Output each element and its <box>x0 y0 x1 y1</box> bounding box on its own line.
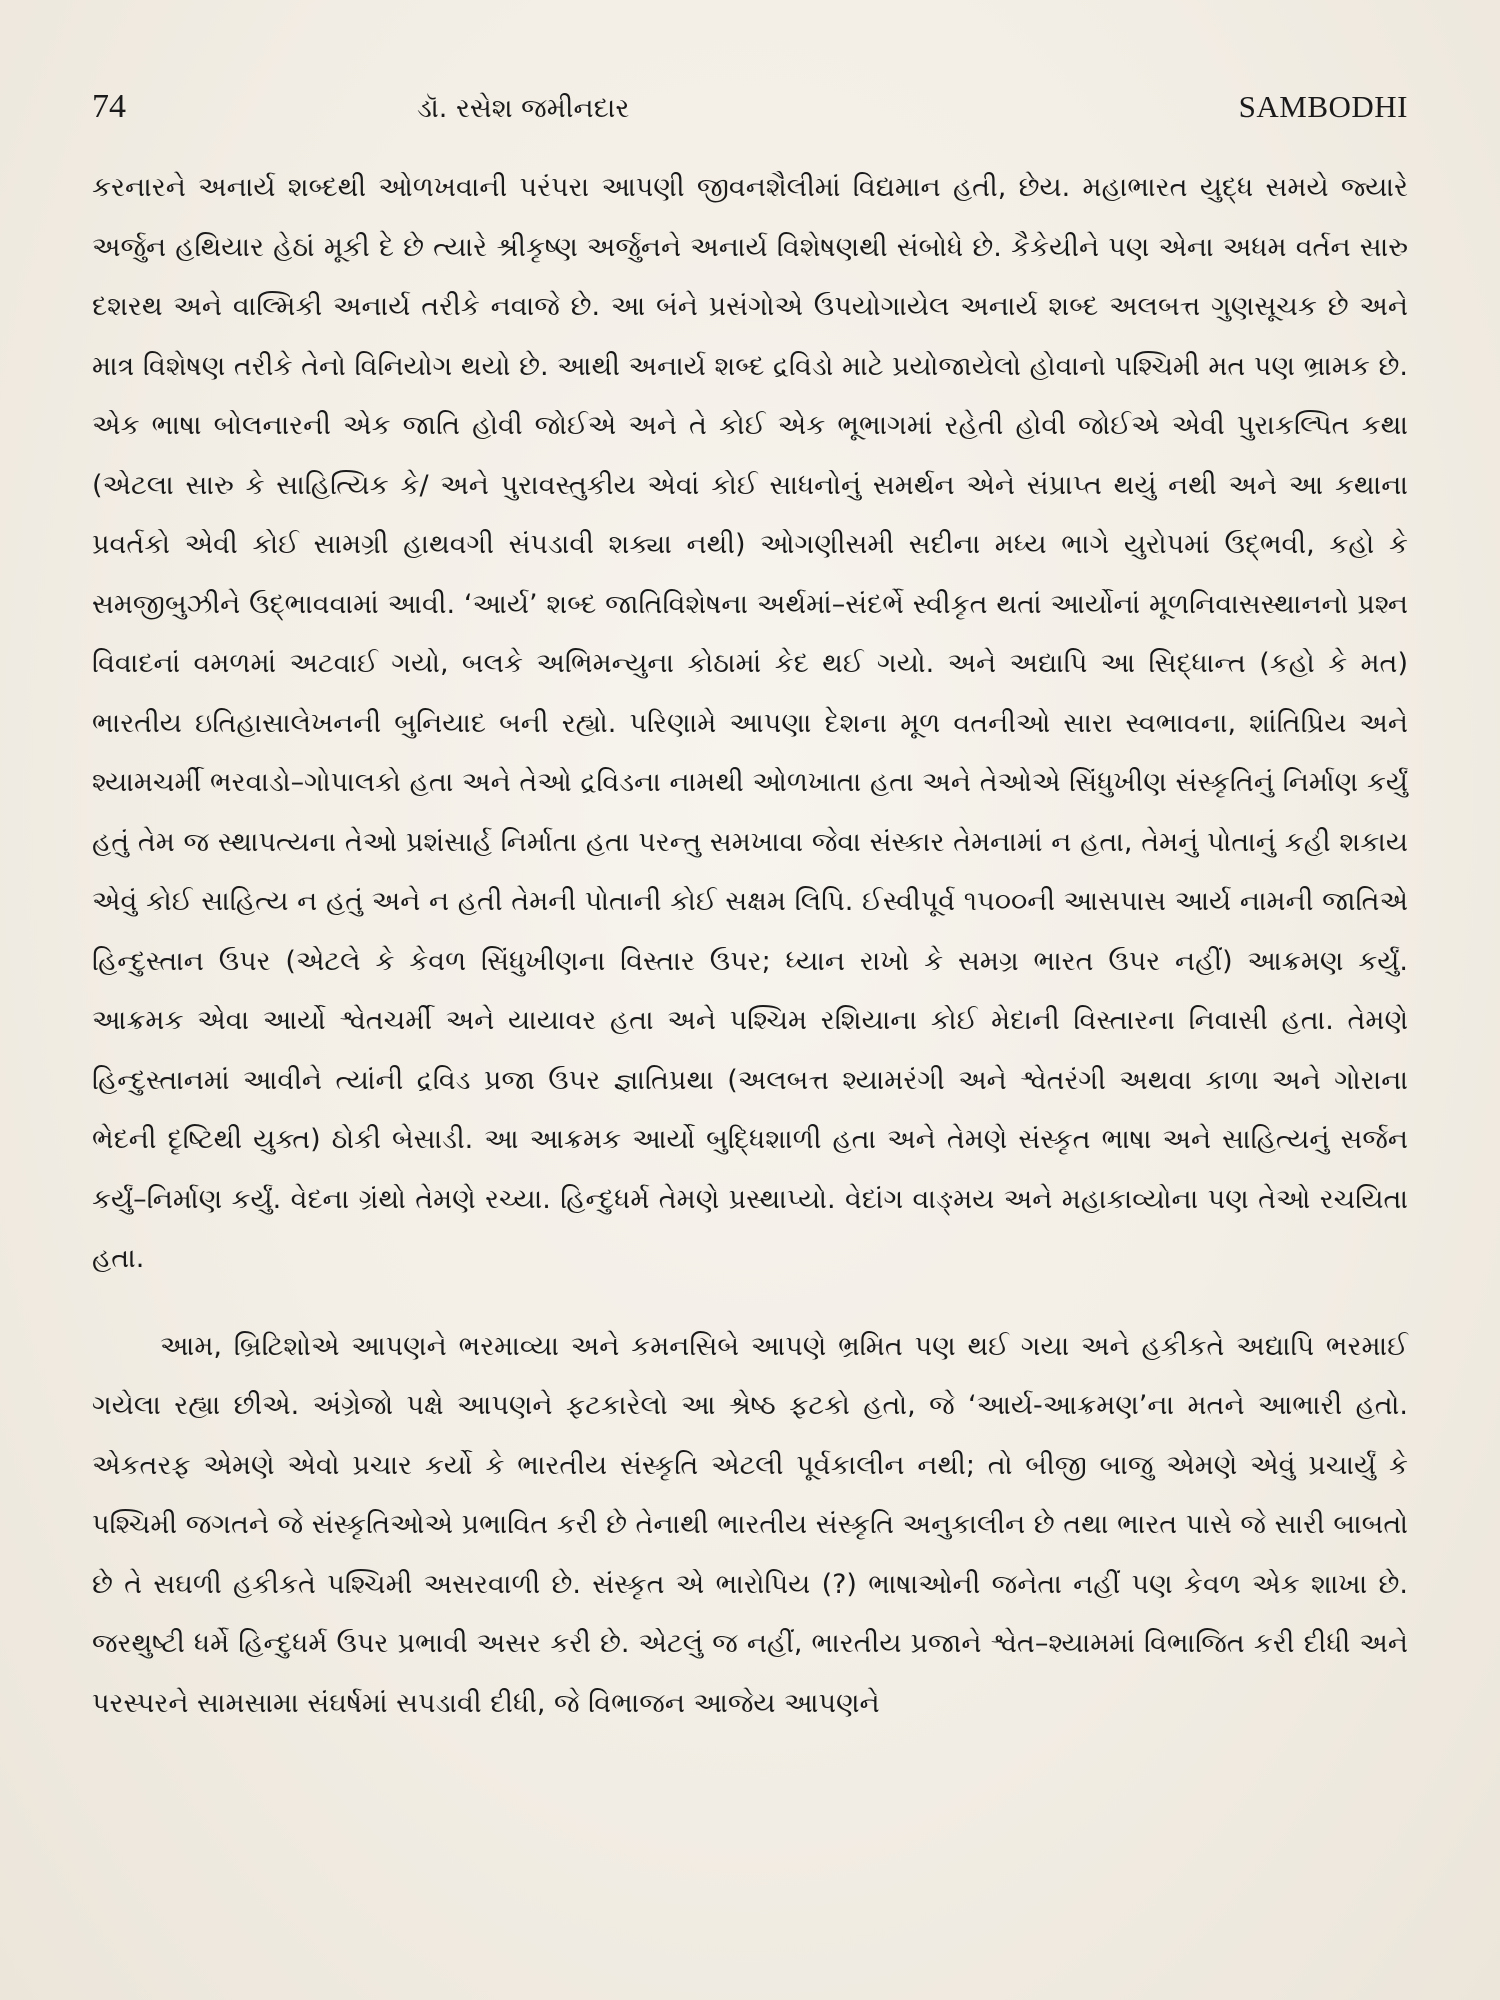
page-number: 74 <box>92 88 126 125</box>
journal-name: SAMBODHI <box>1238 89 1408 124</box>
body-paragraph-1: કરનારને અનાર્ય શબ્દથી ઓળખવાની પરંપરા આપણી જીવનશૈલીમાં વિદ્યમાન હતી, છેય. મહાભારત યુદ્ધ સમયે જ્યારે અર્જુન હથિયાર હેઠાં મૂકી દે છે ત્યારે શ્રીકૃષ્ણ અર્જુનને અનાર્ય વિશેષણથી સંબોધે છે. કૈકેયીને પણ એના અધમ વર્તન સારુ દશરથ અને વાલ્મિકી અનાર્ય તરીકે નવાજે છે. આ બંને પ્રસંગોએ ઉપયોગાયેલ અનાર્ય શબ્દ અલબત્ત ગુણસૂચક છે અને માત્ર વિશેષણ તરીકે તેનો વિનિયોગ થયો છે. આથી અનાર્ય શબ્દ દ્રવિડો માટે પ્રયોજાયેલો હોવાનો પશ્ચિમી મત પણ ભ્રામક છે. એક ભાષા બોલનારની એક જાતિ હોવી જોઈએ અને તે કોઈ એક ભૂભાગમાં રહેતી હોવી જોઈએ એવી પુરાકલ્પિત કથા (એટલા સારુ કે સાહિત્યિક કે/ અને પુરાવસ્તુકીય એવાં કોઈ સાધનોનું સમર્થન એને સંપ્રાપ્ત થયું નથી અને આ કથાના પ્રવર્તકો એવી કોઈ સામગ્રી હાથવગી સંપડાવી શક્યા નથી) ઓગણીસમી સદીના મધ્ય ભાગે યુરોપમાં ઉદ્ભવી, કહો કે સમજીબુઝીને ઉદ્ભાવવામાં આવી. ‘આર્ય’ શબ્દ જાતિવિશેષના અર્થમાં–સંદર્ભે સ્વીકૃત થતાં આર્યોનાં મૂળનિવાસસ્થાનનો પ્રશ્ન વિવાદનાં વમળમાં અટવાઈ ગયો, બલકે અભિમન્યુના કોઠામાં કેદ થઈ ગયો. અને અદ્યાપિ આ સિદ્ધાન્ત (કહો કે મત) ભારતીય ઇતિહાસાલેખનની બુનિયાદ બની રહ્યો. પરિણામે આપણા દેશના મૂળ વતનીઓ સારા સ્વભાવના, શાંતિપ્રિય અને શ્યામચર્મી ભરવાડો–ગોપાલકો હતા અને તેઓ દ્રવિડના નામથી ઓળખાતા હતા અને તેઓએ સિંધુખીણ સંસ્કૃતિનું નિર્માણ કર્યું હતું તેમ જ સ્થાપત્યના તેઓ પ્રશંસાર્હ નિર્માતા હતા પરન્તુ સમખાવા જેવા સંસ્કાર તેમનામાં ન હતા, તેમનું પોતાનું કહી શકાય એવું કોઈ સાહિત્ય ન હતું અને ન હતી તેમની પોતાની કોઈ સક્ષમ લિપિ. ઈસ્વીપૂર્વ ૧૫૦૦ની આસપાસ આર્ય નામની જાતિએ હિન્દુસ્તાન ઉપર (એટલે કે કેવળ સિંધુખીણના વિસ્તાર ઉપર; ધ્યાન રાખો કે સમગ્ર ભારત ઉપર નહીં) આક્રમણ કર્યું. આક્રમક એવા આર્યો શ્વેતચર્મી અને યાયાવર હતા અને પશ્ચિમ રશિયાના કોઈ મેદાની વિસ્તારના નિવાસી હતા. તેમણે હિન્દુસ્તાનમાં આવીને ત્યાંની દ્રવિડ પ્રજા ઉપર જ્ઞાતિપ્રથા (અલબત્ત શ્યામરંગી અને શ્વેતરંગી અથવા કાળા અને ગોરાના ભેદની દૃષ્ટિથી યુક્ત) ઠોકી બેસાડી. આ આક્રમક આર્યો બુદ્ધિશાળી હતા અને તેમણે સંસ્કૃત ભાષા અને સાહિત્યનું સર્જન કર્યું–નિર્માણ કર્યું. વેદના ગ્રંથો તેમણે રચ્યા. હિન્દુધર્મ તેમણે પ્રસ્થાપ્યો. વેદાંગ વાઙ્મય અને મહાકાવ્યોના પણ તેઓ રચયિતા હતા. <box>92 172 1408 1274</box>
header-author: ડૉ. રસેશ જમીનદાર <box>417 93 630 124</box>
running-head <box>92 88 1408 136</box>
body-paragraph-2: આમ, બ્રિટિશોએ આપણને ભરમાવ્યા અને કમનસિબે આપણે ભ્રમિત પણ થઈ ગયા અને હકીકતે અદ્યાપિ ભરમાઈ ગયેલા રહ્યા છીએ. અંગ્રેજો પક્ષે આપણને ફટકારેલો આ શ્રેષ્ઠ ફટકો હતો, જે ‘આર્ય-આક્રમણ’ના મતને આભારી હતો. એકતરફ એમણે એવો પ્રચાર કર્યો કે ભારતીય સંસ્કૃતિ એટલી પૂર્વકાલીન નથી; તો બીજી બાજુ એમણે એવું પ્રચાર્યું કે પશ્ચિમી જગતને જે સંસ્કૃતિઓએ પ્રભાવિત કરી છે તેનાથી ભારતીય સંસ્કૃતિ અનુકાલીન છે તથા ભારત પાસે જે સારી બાબતો છે તે સઘળી હકીકતે પશ્ચિમી અસરવાળી છે. સંસ્કૃત એ ભારોપિય (?) ભાષાઓની જનેતા નહીં પણ કેવળ એક શાખા છે. જરથુષ્ટી ધર્મે હિન્દુધર્મ ઉપર પ્રભાવી અસર કરી છે. એટલું જ નહીં, ભારતીય પ્રજાને શ્વેત–શ્યામમાં વિભાજિત કરી દીધી અને પરસ્પરને સામસામા સંઘર્ષમાં સપડાવી દીધી, જે વિભાજન આજેય આપણને <box>92 1330 1408 1719</box>
